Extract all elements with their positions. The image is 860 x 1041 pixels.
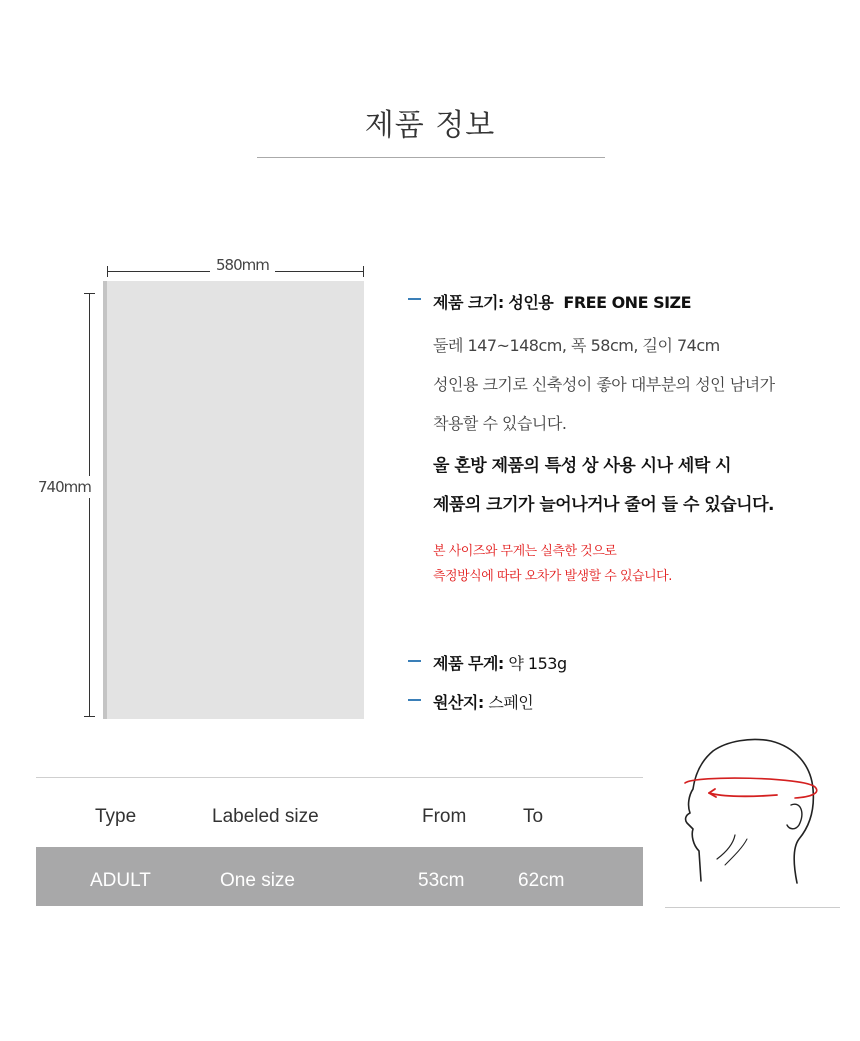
table-cell-from: 53cm bbox=[418, 870, 465, 891]
width-dimension-label: 580mm bbox=[210, 256, 275, 274]
origin-label: 원산지: bbox=[433, 693, 484, 712]
table-header-type: Type bbox=[95, 806, 137, 827]
illustration-divider bbox=[665, 907, 840, 908]
origin-value: 스페인 bbox=[488, 693, 534, 712]
table-cell-type: ADULT bbox=[90, 870, 151, 891]
height-dimension-line bbox=[89, 293, 90, 717]
page-title: 제품 정보 bbox=[364, 108, 496, 143]
fit-text-line1: 성인용 크기로 신축성이 좋아 대부분의 성인 남녀가 bbox=[433, 375, 775, 394]
table-top-divider bbox=[36, 777, 643, 778]
height-dimension-label: 740mm bbox=[38, 478, 91, 496]
dash-icon bbox=[408, 699, 421, 701]
size-label: 제품 크기: bbox=[433, 293, 504, 312]
height-dimension-tick bbox=[84, 716, 95, 717]
dash-icon bbox=[408, 298, 421, 300]
table-header-labeled-size: Labeled size bbox=[212, 806, 319, 827]
width-dimension-tick bbox=[107, 266, 108, 277]
size-row bbox=[433, 290, 691, 313]
table-header-from: From bbox=[422, 806, 467, 827]
fit-text-line2: 착용할 수 있습니다. bbox=[433, 414, 567, 433]
table-header-to: To bbox=[523, 806, 544, 827]
dash-icon bbox=[408, 660, 421, 662]
measurement-note-line2: 측정방식에 따라 오차가 발생할 수 있습니다. bbox=[433, 569, 672, 584]
origin-row bbox=[433, 690, 533, 713]
title-divider bbox=[257, 157, 605, 158]
size-value: 성인용 FREE ONE SIZE bbox=[508, 293, 692, 312]
width-dimension-tick bbox=[363, 266, 364, 277]
head-measure-illustration-icon bbox=[665, 735, 840, 907]
measurement-note-line1: 본 사이즈와 무게는 실측한 것으로 bbox=[433, 544, 617, 559]
product-shape bbox=[107, 281, 364, 719]
table-cell-labeled-size: One size bbox=[220, 870, 295, 891]
table-cell-to: 62cm bbox=[518, 870, 565, 891]
weight-label: 제품 무게: bbox=[433, 654, 504, 673]
warning-line2: 제품의 크기가 늘어나거나 줄어 들 수 있습니다. bbox=[433, 495, 774, 515]
weight-row bbox=[433, 651, 567, 674]
weight-value: 약 153g bbox=[508, 654, 567, 673]
size-detail: 둘레 147~148cm, 폭 58cm, 길이 74cm bbox=[433, 336, 720, 355]
warning-line1: 울 혼방 제품의 특성 상 사용 시나 세탁 시 bbox=[433, 456, 732, 476]
height-dimension-tick bbox=[84, 293, 95, 294]
